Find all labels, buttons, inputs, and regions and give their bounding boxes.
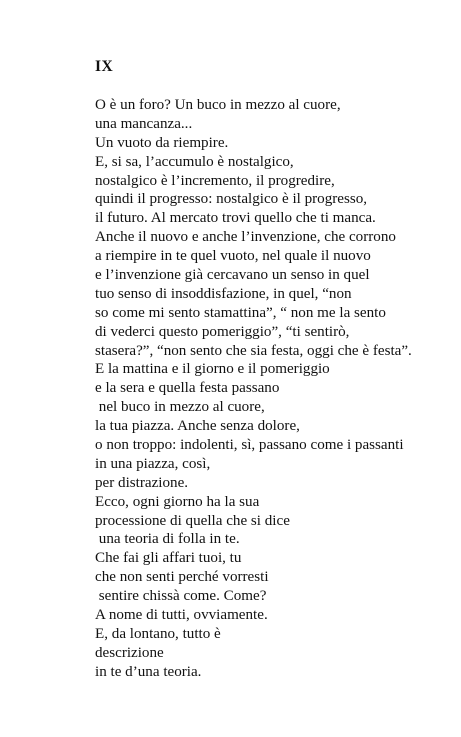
poem-line: in te d’una teoria. bbox=[95, 663, 202, 680]
poem-body bbox=[95, 96, 455, 682]
poem-line: e la sera e quella festa passano bbox=[95, 380, 280, 397]
poem-line: di vederci questo pomeriggio”, “ti sentirò, bbox=[95, 323, 350, 340]
poem-line: so come mi sento stamattina”, “ non me la sento bbox=[95, 304, 386, 321]
poem-line: E la mattina e il giorno e il pomeriggio bbox=[95, 361, 330, 378]
poem-line: che non senti perché vorresti bbox=[95, 569, 269, 586]
poem-line: processione di quella che si dice bbox=[95, 512, 290, 529]
poem-line: Un vuoto da riempire. bbox=[95, 134, 229, 151]
poem-line: tuo senso di insoddisfazione, in quel, “non bbox=[95, 285, 352, 302]
poem-line: Che fai gli affari tuoi, tu bbox=[95, 550, 242, 567]
poem-line: nel buco in mezzo al cuore, bbox=[95, 399, 265, 416]
poem-line: E, si sa, l’accumulo è nostalgico, bbox=[95, 153, 294, 170]
poem-line: a riempire in te quel vuoto, nel quale il nuovo bbox=[95, 248, 371, 265]
poem-line: una teoria di folla in te. bbox=[95, 531, 240, 548]
poem-line: in una piazza, così, bbox=[95, 455, 211, 472]
poem-line: sentire chissà come. Come? bbox=[95, 588, 267, 605]
poem-line: la tua piazza. Anche senza dolore, bbox=[95, 418, 300, 435]
poem-line: o non troppo: indolenti, sì, passano come i passanti bbox=[95, 437, 404, 454]
poem-line: E, da lontano, tutto è bbox=[95, 625, 221, 642]
poem-line: descrizione bbox=[95, 644, 164, 661]
poem-line: e l’invenzione già cercavano un senso in quel bbox=[95, 267, 370, 284]
poem-line: Ecco, ogni giorno ha la sua bbox=[95, 493, 260, 510]
poem-line: quindi il progresso: nostalgico è il progresso, bbox=[95, 191, 368, 208]
poem-title: IX bbox=[95, 58, 114, 75]
poem-line: Anche il nuovo e anche l’invenzione, che corrono bbox=[95, 229, 396, 246]
poem-line: stasera?”, “non sento che sia festa, oggi che è festa”. bbox=[95, 342, 412, 359]
poem-line: per distrazione. bbox=[95, 474, 189, 491]
poem-line: O è un foro? Un buco in mezzo al cuore, bbox=[95, 97, 341, 113]
poem-line: il futuro. Al mercato trovi quello che ti manca. bbox=[95, 210, 376, 227]
poem-line: A nome di tutti, ovviamente. bbox=[95, 607, 268, 624]
poem-line: una mancanza... bbox=[95, 115, 193, 132]
poem-line: nostalgico è l’incremento, il progredire, bbox=[95, 172, 335, 189]
